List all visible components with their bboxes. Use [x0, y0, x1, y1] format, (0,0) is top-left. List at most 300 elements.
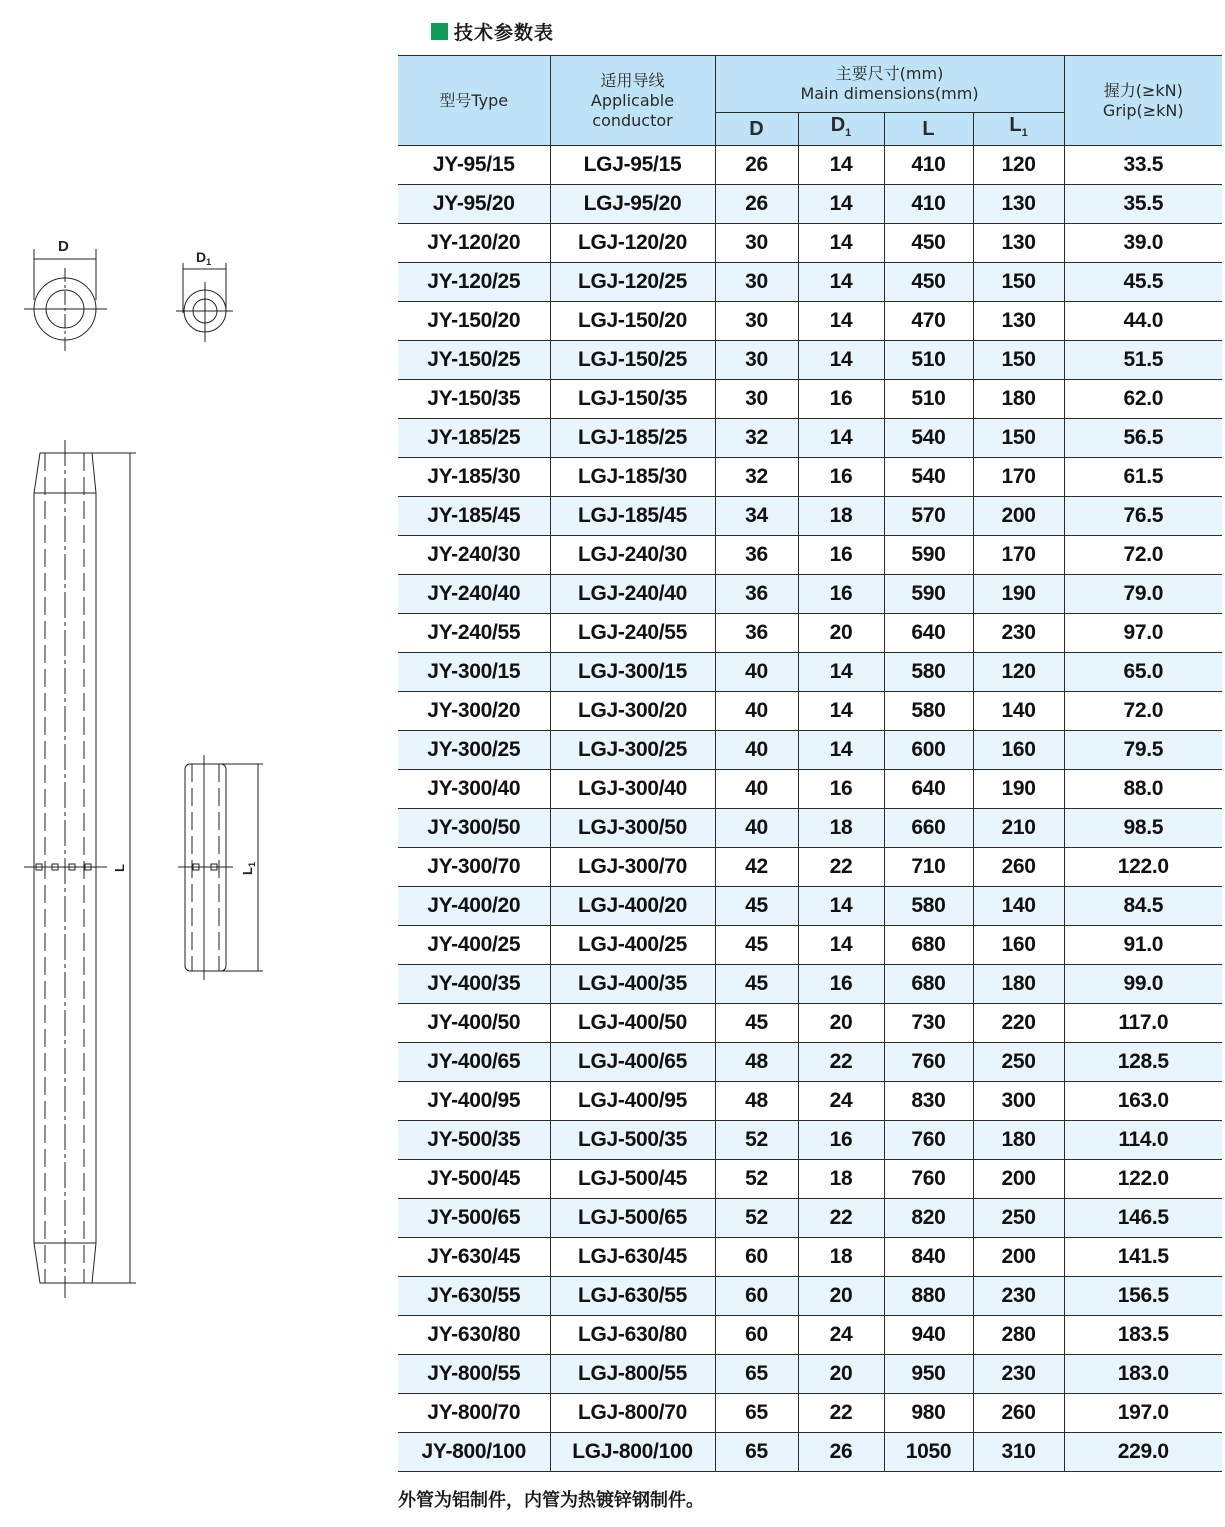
- cell-l1: 250: [973, 1043, 1064, 1082]
- cell-l: 680: [884, 965, 973, 1004]
- header-l1-sub: 1: [1021, 127, 1028, 139]
- header-d1-sub: 1: [845, 127, 852, 139]
- cell-l1: 190: [973, 575, 1064, 614]
- header-dims-cn: 主要尺寸(mm): [835, 64, 944, 83]
- cell-d: 48: [715, 1043, 798, 1082]
- cell-l: 760: [884, 1043, 973, 1082]
- cell-conductor: LGJ-500/45: [550, 1160, 715, 1199]
- cell-grip: 156.5: [1064, 1277, 1222, 1316]
- cell-l: 450: [884, 263, 973, 302]
- cell-conductor: LGJ-150/20: [550, 302, 715, 341]
- cell-type: JY-185/30: [398, 458, 550, 497]
- cell-d: 60: [715, 1277, 798, 1316]
- dimension-label-d1: [196, 249, 211, 267]
- cell-type: JY-800/70: [398, 1394, 550, 1433]
- cell-conductor: LGJ-800/55: [550, 1355, 715, 1394]
- cell-d1: 16: [798, 458, 884, 497]
- cell-l: 580: [884, 653, 973, 692]
- cell-conductor: LGJ-120/20: [550, 224, 715, 263]
- cell-type: JY-95/20: [398, 185, 550, 224]
- cell-d: 40: [715, 809, 798, 848]
- cell-type: JY-400/95: [398, 1082, 550, 1121]
- cell-d: 52: [715, 1121, 798, 1160]
- cell-d: 40: [715, 731, 798, 770]
- cell-d1: 16: [798, 575, 884, 614]
- cell-d1: 14: [798, 263, 884, 302]
- cell-grip: 117.0: [1064, 1004, 1222, 1043]
- cell-l: 410: [884, 185, 973, 224]
- cell-type: JY-185/25: [398, 419, 550, 458]
- table-row: [398, 1199, 1222, 1238]
- cell-d1: 14: [798, 926, 884, 965]
- cell-l1: 190: [973, 770, 1064, 809]
- cell-type: JY-240/40: [398, 575, 550, 614]
- cell-d1: 14: [798, 653, 884, 692]
- cell-grip: 146.5: [1064, 1199, 1222, 1238]
- title-text: 技术参数表: [454, 22, 555, 44]
- technical-drawing: [0, 0, 390, 1527]
- cell-l1: 300: [973, 1082, 1064, 1121]
- cell-conductor: LGJ-500/35: [550, 1121, 715, 1160]
- header-l1-text: L: [1009, 114, 1022, 136]
- cell-conductor: LGJ-800/100: [550, 1433, 715, 1472]
- table-row: [398, 497, 1222, 536]
- cell-d1: 18: [798, 1160, 884, 1199]
- table-row: [398, 809, 1222, 848]
- cell-d: 26: [715, 146, 798, 185]
- cell-l1: 180: [973, 965, 1064, 1004]
- cell-grip: 128.5: [1064, 1043, 1222, 1082]
- cell-l1: 310: [973, 1433, 1064, 1472]
- table-row: [398, 653, 1222, 692]
- cell-grip: 229.0: [1064, 1433, 1222, 1472]
- cell-grip: 91.0: [1064, 926, 1222, 965]
- table-row: [398, 302, 1222, 341]
- cell-l1: 180: [973, 1121, 1064, 1160]
- cell-d1: 14: [798, 146, 884, 185]
- cell-conductor: LGJ-240/55: [550, 614, 715, 653]
- cell-d: 52: [715, 1199, 798, 1238]
- cell-l: 950: [884, 1355, 973, 1394]
- header-dims-en: Main dimensions(mm): [800, 84, 979, 103]
- cell-conductor: LGJ-300/70: [550, 848, 715, 887]
- table-row: [398, 263, 1222, 302]
- cell-d1: 16: [798, 1121, 884, 1160]
- cell-l1: 200: [973, 1160, 1064, 1199]
- table-row: [398, 1277, 1222, 1316]
- cell-type: JY-630/55: [398, 1277, 550, 1316]
- cell-d1: 14: [798, 692, 884, 731]
- cell-type: JY-400/25: [398, 926, 550, 965]
- cell-type: JY-120/20: [398, 224, 550, 263]
- header-d1: [798, 113, 884, 146]
- cell-d1: 20: [798, 614, 884, 653]
- cell-l: 540: [884, 419, 973, 458]
- header-type: [398, 56, 550, 146]
- section-title: [431, 18, 554, 45]
- cell-l: 600: [884, 731, 973, 770]
- cell-type: JY-800/55: [398, 1355, 550, 1394]
- table-row: [398, 458, 1222, 497]
- header-l-text: L: [922, 118, 935, 140]
- cell-conductor: LGJ-300/15: [550, 653, 715, 692]
- cell-conductor: LGJ-300/50: [550, 809, 715, 848]
- cell-d: 65: [715, 1394, 798, 1433]
- cell-grip: 45.5: [1064, 263, 1222, 302]
- cell-type: JY-300/15: [398, 653, 550, 692]
- cell-d1: 24: [798, 1316, 884, 1355]
- cell-conductor: LGJ-150/35: [550, 380, 715, 419]
- header-l1: [973, 113, 1064, 146]
- cell-type: JY-500/35: [398, 1121, 550, 1160]
- d1-subscript: 1: [206, 257, 212, 267]
- d1-main: D: [196, 249, 207, 265]
- table-row: [398, 692, 1222, 731]
- cell-d1: 14: [798, 341, 884, 380]
- cell-grip: 62.0: [1064, 380, 1222, 419]
- cell-l1: 180: [973, 380, 1064, 419]
- cell-grip: 72.0: [1064, 536, 1222, 575]
- cell-d: 60: [715, 1316, 798, 1355]
- table-row: [398, 575, 1222, 614]
- cell-l: 760: [884, 1160, 973, 1199]
- cell-d1: 22: [798, 1394, 884, 1433]
- cell-type: JY-150/35: [398, 380, 550, 419]
- table-row: [398, 536, 1222, 575]
- cell-l1: 260: [973, 848, 1064, 887]
- cell-d: 52: [715, 1160, 798, 1199]
- l1-subscript: 1: [247, 862, 257, 868]
- cell-l1: 210: [973, 809, 1064, 848]
- table-row: [398, 1238, 1222, 1277]
- cell-d: 40: [715, 653, 798, 692]
- cell-l: 820: [884, 1199, 973, 1238]
- cell-d: 32: [715, 458, 798, 497]
- header-grip-cn: 握力(≥kN): [1103, 80, 1183, 100]
- cell-conductor: LGJ-185/30: [550, 458, 715, 497]
- cell-d: 45: [715, 1004, 798, 1043]
- cell-d: 30: [715, 224, 798, 263]
- green-square-icon: [431, 23, 448, 40]
- table-row: [398, 224, 1222, 263]
- cell-d1: 14: [798, 419, 884, 458]
- cell-type: JY-300/70: [398, 848, 550, 887]
- cell-l: 640: [884, 770, 973, 809]
- cell-type: JY-400/20: [398, 887, 550, 926]
- cell-l1: 250: [973, 1199, 1064, 1238]
- cell-grip: 122.0: [1064, 1160, 1222, 1199]
- cell-l: 540: [884, 458, 973, 497]
- cell-type: JY-95/15: [398, 146, 550, 185]
- cell-grip: 79.5: [1064, 731, 1222, 770]
- cell-conductor: LGJ-400/35: [550, 965, 715, 1004]
- cell-l1: 150: [973, 341, 1064, 380]
- cell-type: JY-800/100: [398, 1433, 550, 1472]
- cell-l: 590: [884, 575, 973, 614]
- cell-conductor: LGJ-400/65: [550, 1043, 715, 1082]
- table-row: [398, 887, 1222, 926]
- header-conductor-en2: conductor: [592, 110, 673, 130]
- cell-conductor: LGJ-400/50: [550, 1004, 715, 1043]
- cell-l1: 200: [973, 497, 1064, 536]
- cell-d1: 24: [798, 1082, 884, 1121]
- table-row: [398, 380, 1222, 419]
- cell-grip: 44.0: [1064, 302, 1222, 341]
- cell-type: JY-300/25: [398, 731, 550, 770]
- cell-grip: 35.5: [1064, 185, 1222, 224]
- cell-l: 580: [884, 887, 973, 926]
- cell-d: 65: [715, 1433, 798, 1472]
- cell-conductor: LGJ-95/20: [550, 185, 715, 224]
- cell-grip: 197.0: [1064, 1394, 1222, 1433]
- cell-d1: 16: [798, 380, 884, 419]
- dimension-label-l1: [240, 862, 257, 875]
- cell-d: 40: [715, 692, 798, 731]
- cell-l: 590: [884, 536, 973, 575]
- cell-d: 45: [715, 926, 798, 965]
- cell-grip: 88.0: [1064, 770, 1222, 809]
- cell-conductor: LGJ-300/40: [550, 770, 715, 809]
- cell-grip: 76.5: [1064, 497, 1222, 536]
- cell-type: JY-300/50: [398, 809, 550, 848]
- cell-conductor: LGJ-185/25: [550, 419, 715, 458]
- header-conductor-en1: Applicable: [590, 90, 675, 110]
- cell-l: 660: [884, 809, 973, 848]
- cell-l1: 150: [973, 419, 1064, 458]
- cell-grip: 79.0: [1064, 575, 1222, 614]
- cell-l1: 170: [973, 458, 1064, 497]
- cell-d: 60: [715, 1238, 798, 1277]
- cell-grip: 61.5: [1064, 458, 1222, 497]
- header-l: [884, 113, 973, 146]
- cell-grip: 84.5: [1064, 887, 1222, 926]
- cell-l: 510: [884, 341, 973, 380]
- cell-type: JY-120/25: [398, 263, 550, 302]
- cell-l: 760: [884, 1121, 973, 1160]
- cell-l: 980: [884, 1394, 973, 1433]
- cell-d: 26: [715, 185, 798, 224]
- header-conductor-cn: 适用导线: [600, 70, 665, 90]
- cell-l1: 140: [973, 887, 1064, 926]
- footnote: 外管为铝制件，内管为热镀锌钢制件。: [398, 1490, 704, 1511]
- cell-l: 940: [884, 1316, 973, 1355]
- cell-l1: 280: [973, 1316, 1064, 1355]
- cell-d1: 14: [798, 887, 884, 926]
- cell-type: JY-240/55: [398, 614, 550, 653]
- cell-l: 730: [884, 1004, 973, 1043]
- cell-d: 42: [715, 848, 798, 887]
- cell-conductor: LGJ-120/25: [550, 263, 715, 302]
- header-d: [715, 113, 798, 146]
- cell-l1: 150: [973, 263, 1064, 302]
- cell-l1: 230: [973, 1355, 1064, 1394]
- table-row: [398, 1004, 1222, 1043]
- cell-d: 48: [715, 1082, 798, 1121]
- cell-conductor: LGJ-240/30: [550, 536, 715, 575]
- cell-grip: 72.0: [1064, 692, 1222, 731]
- cell-d1: 20: [798, 1277, 884, 1316]
- cell-grip: 51.5: [1064, 341, 1222, 380]
- table-row: [398, 341, 1222, 380]
- cell-l: 450: [884, 224, 973, 263]
- cell-type: JY-185/45: [398, 497, 550, 536]
- cell-conductor: LGJ-400/25: [550, 926, 715, 965]
- cell-conductor: LGJ-150/25: [550, 341, 715, 380]
- l1-main: L: [240, 867, 255, 875]
- table-row: [398, 770, 1222, 809]
- cell-grip: 99.0: [1064, 965, 1222, 1004]
- cell-d: 32: [715, 419, 798, 458]
- cell-l: 840: [884, 1238, 973, 1277]
- cell-conductor: LGJ-500/65: [550, 1199, 715, 1238]
- cell-d1: 22: [798, 1043, 884, 1082]
- cell-l1: 160: [973, 926, 1064, 965]
- cell-d: 34: [715, 497, 798, 536]
- cell-d: 30: [715, 341, 798, 380]
- cell-conductor: LGJ-300/20: [550, 692, 715, 731]
- table-row: [398, 1160, 1222, 1199]
- cell-d: 45: [715, 887, 798, 926]
- cell-l1: 130: [973, 224, 1064, 263]
- cell-type: JY-240/30: [398, 536, 550, 575]
- cell-type: JY-300/20: [398, 692, 550, 731]
- cell-l1: 120: [973, 146, 1064, 185]
- cell-grip: 122.0: [1064, 848, 1222, 887]
- cell-l1: 140: [973, 692, 1064, 731]
- cell-d: 30: [715, 380, 798, 419]
- cell-d: 40: [715, 770, 798, 809]
- cell-l: 470: [884, 302, 973, 341]
- cell-d1: 18: [798, 1238, 884, 1277]
- cell-l: 680: [884, 926, 973, 965]
- cell-l: 830: [884, 1082, 973, 1121]
- header-grip: [1064, 56, 1222, 146]
- table-row: [398, 1394, 1222, 1433]
- cell-grip: 65.0: [1064, 653, 1222, 692]
- cell-type: JY-400/50: [398, 1004, 550, 1043]
- technical-parameters-table: [398, 55, 1222, 1472]
- cell-grip: 163.0: [1064, 1082, 1222, 1121]
- cell-conductor: LGJ-630/55: [550, 1277, 715, 1316]
- cell-d1: 14: [798, 731, 884, 770]
- header-type-text: 型号Type: [439, 90, 509, 110]
- cell-conductor: LGJ-400/95: [550, 1082, 715, 1121]
- table-row: [398, 1043, 1222, 1082]
- dimension-label-d: D: [58, 238, 69, 255]
- table-row: [398, 926, 1222, 965]
- table-row: [398, 1082, 1222, 1121]
- cell-d: 65: [715, 1355, 798, 1394]
- cell-l1: 160: [973, 731, 1064, 770]
- cell-grip: 39.0: [1064, 224, 1222, 263]
- cell-conductor: LGJ-95/15: [550, 146, 715, 185]
- outer-tube-section-view: [24, 249, 107, 352]
- cell-type: JY-400/65: [398, 1043, 550, 1082]
- cell-l1: 230: [973, 614, 1064, 653]
- cell-d1: 20: [798, 1355, 884, 1394]
- cell-type: JY-630/45: [398, 1238, 550, 1277]
- table-row: [398, 146, 1222, 185]
- cell-d1: 18: [798, 497, 884, 536]
- cell-l: 880: [884, 1277, 973, 1316]
- cell-conductor: LGJ-400/20: [550, 887, 715, 926]
- table-row: [398, 731, 1222, 770]
- cell-l1: 120: [973, 653, 1064, 692]
- cell-grip: 56.5: [1064, 419, 1222, 458]
- cell-type: JY-500/45: [398, 1160, 550, 1199]
- cell-d1: 22: [798, 848, 884, 887]
- cell-d1: 22: [798, 1199, 884, 1238]
- cell-l: 570: [884, 497, 973, 536]
- cell-d1: 14: [798, 302, 884, 341]
- table-row: [398, 1121, 1222, 1160]
- cell-grip: 183.5: [1064, 1316, 1222, 1355]
- cell-d: 36: [715, 575, 798, 614]
- table-row: [398, 614, 1222, 653]
- cell-d: 30: [715, 263, 798, 302]
- table-row: [398, 419, 1222, 458]
- cell-conductor: LGJ-240/40: [550, 575, 715, 614]
- header-main-dimensions: [715, 56, 1064, 113]
- cell-conductor: LGJ-630/45: [550, 1238, 715, 1277]
- table-row: [398, 1316, 1222, 1355]
- header-grip-en: Grip(≥kN): [1102, 100, 1184, 120]
- cell-conductor: LGJ-300/25: [550, 731, 715, 770]
- table-row: [398, 965, 1222, 1004]
- cell-l: 410: [884, 146, 973, 185]
- table-body: [398, 146, 1222, 1472]
- cell-type: JY-150/20: [398, 302, 550, 341]
- cell-d1: 14: [798, 185, 884, 224]
- cell-d: 36: [715, 536, 798, 575]
- cell-d1: 16: [798, 770, 884, 809]
- header-conductor: [550, 56, 715, 146]
- table-row: [398, 1355, 1222, 1394]
- cell-l1: 130: [973, 185, 1064, 224]
- cell-conductor: LGJ-630/80: [550, 1316, 715, 1355]
- cell-d1: 26: [798, 1433, 884, 1472]
- cell-grip: 97.0: [1064, 614, 1222, 653]
- cell-type: JY-630/80: [398, 1316, 550, 1355]
- table-row: [398, 1433, 1222, 1472]
- cell-conductor: LGJ-185/45: [550, 497, 715, 536]
- cell-l: 710: [884, 848, 973, 887]
- cell-grip: 33.5: [1064, 146, 1222, 185]
- cell-l1: 220: [973, 1004, 1064, 1043]
- cell-d: 30: [715, 302, 798, 341]
- header-d-text: D: [749, 118, 764, 140]
- table-row: [398, 848, 1222, 887]
- table-row: [398, 185, 1222, 224]
- cell-grip: 114.0: [1064, 1121, 1222, 1160]
- cell-d1: 14: [798, 224, 884, 263]
- cell-l1: 230: [973, 1277, 1064, 1316]
- dimension-label-l: L: [112, 864, 127, 872]
- cell-l1: 170: [973, 536, 1064, 575]
- inner-tube-section-view: [176, 263, 233, 342]
- cell-type: JY-400/35: [398, 965, 550, 1004]
- cell-conductor: LGJ-800/70: [550, 1394, 715, 1433]
- cell-l1: 260: [973, 1394, 1064, 1433]
- cell-l: 510: [884, 380, 973, 419]
- header-d1-text: D: [830, 114, 846, 136]
- cell-l1: 130: [973, 302, 1064, 341]
- cell-d1: 16: [798, 536, 884, 575]
- cell-type: JY-150/25: [398, 341, 550, 380]
- cell-d1: 16: [798, 965, 884, 1004]
- cell-grip: 183.0: [1064, 1355, 1222, 1394]
- cell-l: 640: [884, 614, 973, 653]
